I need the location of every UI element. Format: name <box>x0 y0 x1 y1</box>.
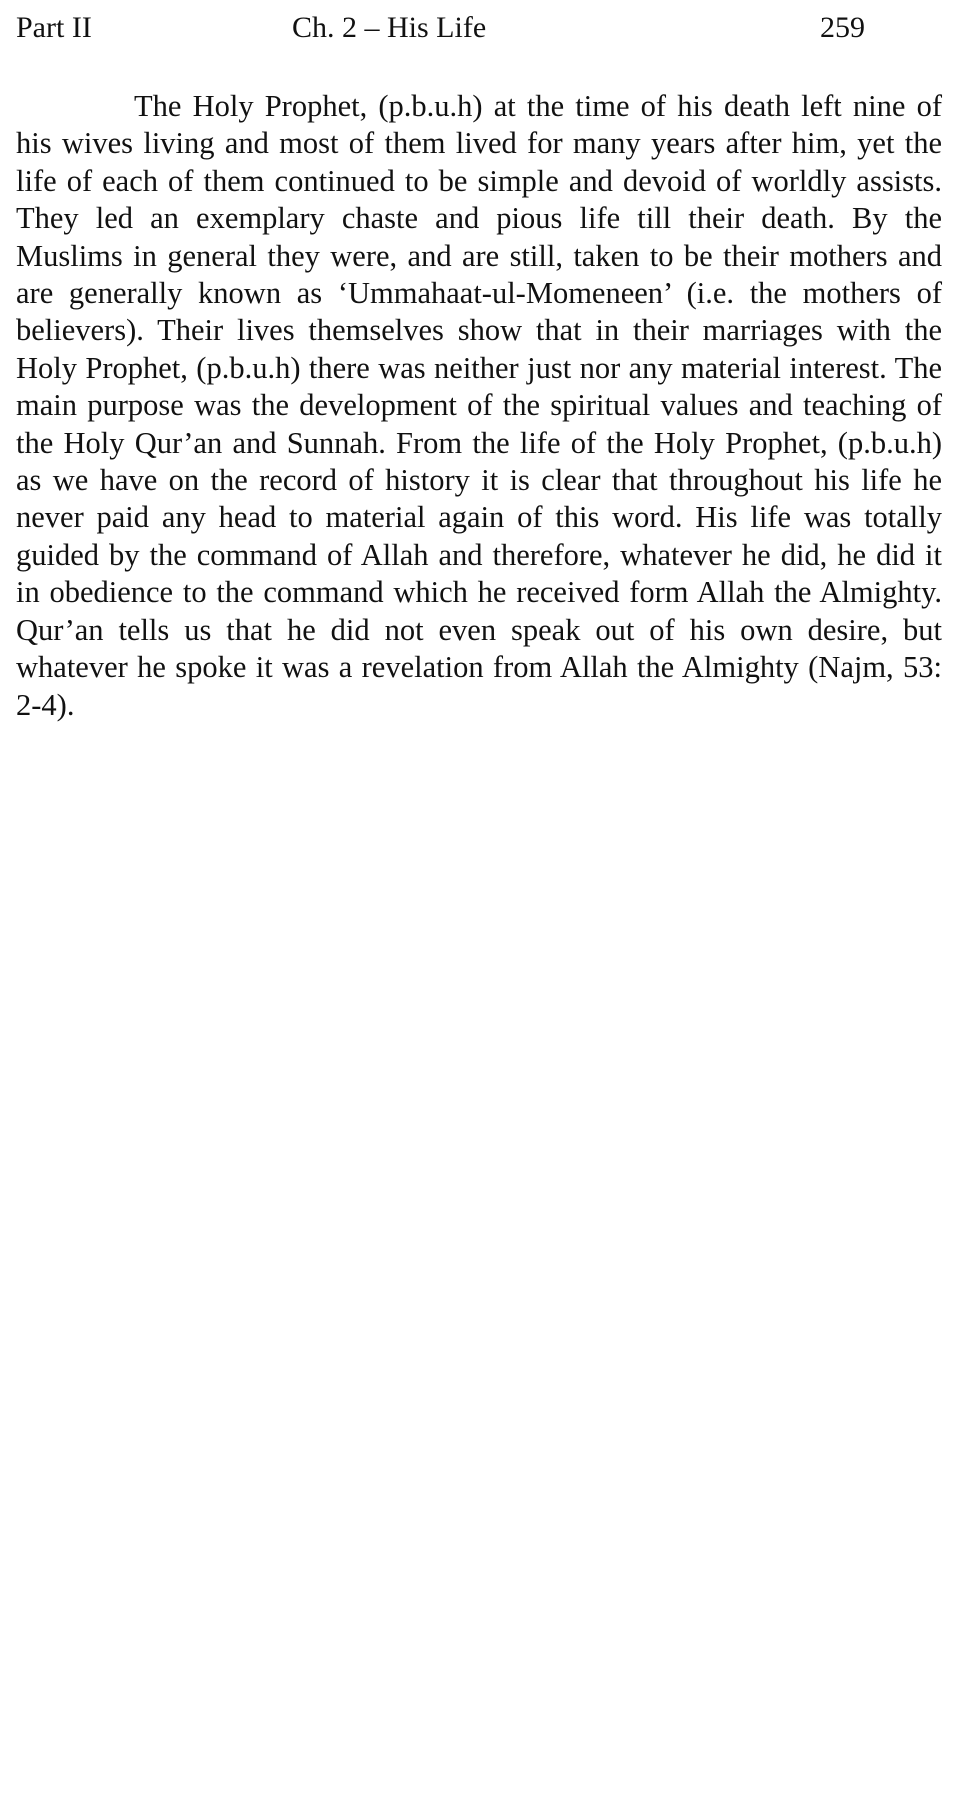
running-header <box>16 8 944 48</box>
page-number: 259 <box>820 11 865 44</box>
header-part: Part II <box>16 11 92 44</box>
body-paragraph: The Holy Prophet, (p.b.u.h) at the time of his death left nine of his wives living and most of them lived for many years after him, yet the life of each of them continued to be simple and devoid of worldly assists. They led an exemplary chaste and pious life till their death. By the Muslims in general they were, and are still, taken to be their mothers and are generally known as ‘Ummahaat-ul-Momeneen’ (i.e. the mothers of believers). Their lives themselves show that in their marriages with the Holy Prophet, (p.b.u.h) there was neither just nor any material interest. The main purpose was the development of the spiritual values and teaching of the Holy Qur’an and Sunnah. From the life of the Holy Prophet, (p.b.u.h) as we have on the record of history it is clear that throughout his life he never paid any head to material again of this word. His life was totally guided by the command of Allah and therefore, whatever he did, he did it in obedience to the command which he received form Allah the Almighty. Qur’an tells us that he did not even speak out of his own desire, but whatever he spoke it was a revelation from Allah the Almighty (Najm, 53: 2-4). <box>16 89 942 722</box>
header-chapter: Ch. 2 – His Life <box>292 11 487 44</box>
